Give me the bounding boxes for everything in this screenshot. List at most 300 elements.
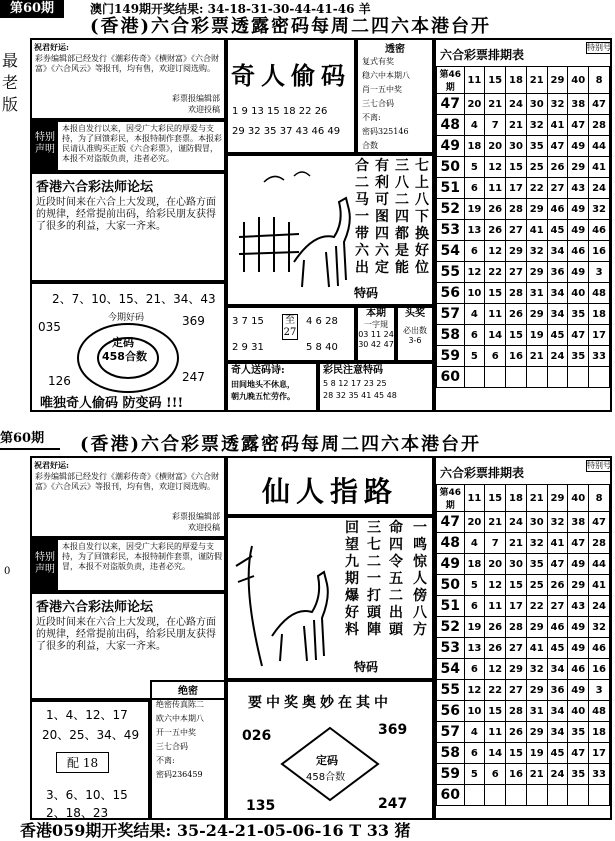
lower-right-num: 369 — [378, 722, 408, 738]
schedule-period: 57 — [437, 304, 465, 325]
schedule-cell: 24 — [547, 764, 568, 785]
schedule-cell: 49 — [568, 199, 589, 220]
schedule-cell: 10 — [464, 283, 485, 304]
schedule-cell: 27 — [506, 638, 527, 659]
tm-label: 特码 — [354, 286, 379, 300]
schedule-cell: 11 — [464, 67, 485, 94]
schedule-row — [437, 680, 610, 701]
head-label: 头奖 — [405, 308, 425, 319]
schedule-cell: 32 — [589, 199, 610, 220]
side-info-line-5: 不离: — [362, 113, 381, 122]
schedule-row — [437, 94, 610, 115]
schedule-row — [437, 785, 610, 806]
schedule-table-bottom — [434, 456, 612, 820]
issue-nums-1: 03 11 24 — [358, 330, 394, 339]
schedule-cell — [506, 367, 527, 388]
schedule-cell: 47 — [568, 325, 589, 346]
schedule-cell: 41 — [526, 638, 547, 659]
schedule-cell: 41 — [589, 157, 610, 178]
schedule-cell — [589, 367, 610, 388]
schedule-row — [437, 743, 610, 764]
lower-secret-line-3: 开一五中奖 — [156, 728, 196, 737]
schedule-cell: 47 — [568, 533, 589, 554]
schedule-cell: 11 — [485, 178, 506, 199]
lower-nums-1: 1、4、12、17 — [46, 708, 128, 722]
ring-center-value: 458合数 — [102, 350, 147, 363]
schedule-period: 48 — [437, 115, 465, 136]
schedule-cell: 4 — [464, 304, 485, 325]
schedule-cell: 43 — [568, 178, 589, 199]
schedule-cell: 13 — [464, 638, 485, 659]
schedule-cell: 15 — [506, 157, 527, 178]
lower-nums-3: 3、6、10、15 — [46, 788, 128, 802]
schedule-cell: 47 — [547, 554, 568, 575]
schedule-cell: 34 — [547, 659, 568, 680]
schedule-cell: 45 — [547, 743, 568, 764]
schedule-cell: 4 — [464, 115, 485, 136]
lower-notice-box — [30, 538, 226, 592]
schedule-cell: 47 — [568, 115, 589, 136]
schedule-grid-bottom — [436, 484, 610, 806]
schedule-cell: 17 — [589, 743, 610, 764]
schedule-cell: 29 — [526, 680, 547, 701]
schedule-cell: 34 — [547, 722, 568, 743]
schedule-cell: 29 — [526, 722, 547, 743]
code-mid: 至27 — [283, 315, 297, 338]
lower-notice-tag: 特别声明 — [32, 540, 58, 590]
schedule-cell: 24 — [506, 94, 527, 115]
schedule-cell: 6 — [464, 241, 485, 262]
schedule-cell: 36 — [547, 262, 568, 283]
schedule-period: 60 — [437, 367, 465, 388]
verse-col-1: 合二马一带六出 — [355, 158, 369, 276]
schedule-cell: 11 — [485, 304, 506, 325]
schedule-cell — [568, 367, 589, 388]
schedule-row — [437, 199, 610, 220]
lower-arc-box — [226, 680, 434, 820]
issue-note: 一字規 — [364, 320, 388, 329]
head-value: 3-6 — [408, 336, 422, 345]
notice-tag: 特别声明 — [32, 122, 58, 170]
lower-forum-title: 香港六合彩法师论坛 — [36, 600, 154, 615]
schedule-cell: 49 — [568, 554, 589, 575]
side-info-line-2: 稳六中本期八 — [362, 71, 410, 80]
issue-tag-bottom: 第60期 — [0, 430, 60, 450]
schedule-cell: 6 — [464, 743, 485, 764]
schedule-cell: 26 — [547, 575, 568, 596]
schedule-cell: 4 — [464, 722, 485, 743]
issue-nums-2: 30 42 47 — [358, 340, 394, 349]
schedule-cell: 32 — [526, 659, 547, 680]
schedule-cell: 30 — [506, 554, 527, 575]
schedule-cell: 15 — [506, 575, 527, 596]
schedule-cell: 31 — [526, 283, 547, 304]
schedule-cell: 21 — [485, 512, 506, 533]
note-nums-2: 28 32 35 41 45 48 — [323, 391, 397, 400]
schedule-period: 58 — [437, 743, 465, 764]
schedule-period: 54 — [437, 659, 465, 680]
schedule-cell: 26 — [485, 199, 506, 220]
lower-forum-text: 近段时间来在六合上大发现，在心路方面的规律，经常提前出码，给彩民朋友获得了很多的利益，大家一齐来。 — [36, 617, 216, 652]
ring-bottom-left: 126 — [48, 374, 71, 388]
schedule-cell: 36 — [547, 680, 568, 701]
issue-label: 本期 — [366, 308, 386, 319]
schedule-cell: 30 — [526, 512, 547, 533]
lower-secret-title: 绝密 — [178, 686, 198, 697]
schedule-cell: 3 — [589, 680, 610, 701]
schedule-cell: 16 — [506, 764, 527, 785]
schedule-grid — [436, 66, 610, 388]
lower-nums-4: 2、18、23 — [46, 806, 109, 820]
schedule-row — [437, 575, 610, 596]
schedule-cell — [464, 367, 485, 388]
schedule-period: 55 — [437, 262, 465, 283]
schedule-cell: 15 — [485, 283, 506, 304]
schedule-cell: 6 — [485, 764, 506, 785]
schedule-row — [437, 533, 610, 554]
schedule-cell — [526, 785, 547, 806]
lower-verse-col-2: 三七二一打頭陣 — [367, 520, 381, 638]
schedule-cell: 29 — [526, 199, 547, 220]
schedule-cell: 29 — [547, 67, 568, 94]
code-right-2: 5 8 40 — [306, 342, 338, 353]
code-left-1: 3 7 15 — [232, 316, 264, 327]
schedule-cell: 4 — [464, 533, 485, 554]
illustration-box — [226, 154, 434, 306]
results-line: 澳门149期开奖结果: 34-18-31-30-44-41-46 羊 — [90, 2, 371, 16]
schedule-row — [437, 346, 610, 367]
editor-note: 彩票报编辑部 — [172, 94, 220, 103]
schedule-cell: 21 — [506, 115, 527, 136]
schedule-cell: 49 — [568, 617, 589, 638]
schedule-cell: 29 — [506, 241, 527, 262]
schedule-cell: 40 — [568, 283, 589, 304]
side-info-line-1: 复式有奖 — [362, 57, 394, 66]
editor-note-2: 欢迎投稿 — [188, 105, 220, 114]
schedule-cell: 26 — [485, 617, 506, 638]
schedule-cell: 18 — [506, 485, 527, 512]
ring-left: 035 — [38, 320, 61, 334]
schedule-cell: 17 — [589, 325, 610, 346]
lower-secret-box — [150, 680, 226, 820]
schedule-cell: 13 — [464, 220, 485, 241]
schedule-cell: 33 — [589, 346, 610, 367]
verse-col-3: 三八二四都是能 — [395, 158, 409, 276]
schedule-cell: 35 — [568, 304, 589, 325]
schedule-cell — [568, 785, 589, 806]
schedule-period: 59 — [437, 764, 465, 785]
schedule-cell: 33 — [589, 764, 610, 785]
schedule-period: 54 — [437, 241, 465, 262]
schedule-cell: 19 — [526, 325, 547, 346]
schedule-cell: 28 — [506, 701, 527, 722]
schedule-cell: 18 — [589, 722, 610, 743]
note-title: 彩民注意特码 — [323, 365, 383, 376]
schedule-cell: 7 — [485, 533, 506, 554]
schedule-period: 第46期 — [437, 485, 465, 512]
notice-text: 本报自发行以来，因受广大彩民的厚爱与支持，为了回馈彩民，本报特制作套票。本报彩民请认准购买正版《六合彩票》，谨防假冒，本报不对盗版负责，违者必究。 — [62, 124, 222, 163]
schedule-cell: 19 — [464, 617, 485, 638]
schedule-cell — [485, 785, 506, 806]
schedule-cell — [589, 785, 610, 806]
schedule-cell: 20 — [485, 554, 506, 575]
schedule-cell: 45 — [547, 220, 568, 241]
ad-title: 祝君好运: — [34, 42, 69, 52]
schedule-cell: 31 — [526, 701, 547, 722]
ring-center-label: 定码 — [112, 336, 134, 349]
schedule-cell: 26 — [506, 304, 527, 325]
lower-center-label: 定码 — [316, 754, 338, 767]
schedule-cell: 5 — [464, 346, 485, 367]
schedule-cell: 12 — [464, 262, 485, 283]
schedule-cell: 28 — [589, 533, 610, 554]
schedule-cell: 29 — [526, 262, 547, 283]
lower-editor-note-2: 欢迎投稿 — [188, 523, 220, 532]
schedule-cell: 24 — [547, 346, 568, 367]
schedule-period: 56 — [437, 701, 465, 722]
schedule-cell: 34 — [547, 701, 568, 722]
schedule-title: 六合彩票排期表 — [440, 48, 525, 62]
schedule-cell: 32 — [526, 533, 547, 554]
schedule-cell — [526, 367, 547, 388]
schedule-cell: 22 — [485, 680, 506, 701]
lower-bottom-right: 247 — [378, 796, 408, 812]
schedule-cell: 28 — [506, 199, 527, 220]
schedule-row — [437, 115, 610, 136]
schedule-cell: 22 — [526, 178, 547, 199]
schedule-cell: 27 — [506, 220, 527, 241]
forum-text: 近段时间来在六合上大发现，在心路方面的规律，经常提前出码，给彩民朋友获得了很多的利益，大家一齐来。 — [36, 197, 216, 232]
note-nums-1: 5 8 12 17 23 25 — [323, 379, 387, 388]
schedule-cell: 40 — [568, 67, 589, 94]
schedule-cell: 27 — [506, 680, 527, 701]
schedule-cell: 46 — [589, 638, 610, 659]
schedule-cell: 3 — [589, 262, 610, 283]
schedule-cell: 25 — [526, 157, 547, 178]
head-box — [396, 306, 434, 362]
schedule-cell: 29 — [506, 659, 527, 680]
schedule-cell: 21 — [526, 346, 547, 367]
code-left-2: 2 9 31 — [232, 342, 264, 353]
schedule-cell: 34 — [547, 241, 568, 262]
schedule-row — [437, 283, 610, 304]
schedule-cell: 12 — [485, 575, 506, 596]
schedule-cell: 46 — [589, 220, 610, 241]
poem-title: 奇人送码诗: — [231, 365, 285, 376]
schedule-cell: 18 — [464, 136, 485, 157]
schedule-cell: 30 — [526, 94, 547, 115]
schedule-cell: 34 — [547, 304, 568, 325]
schedule-period: 47 — [437, 94, 465, 115]
schedule-cell: 10 — [464, 701, 485, 722]
lower-ad-box — [30, 456, 226, 538]
schedule-cell: 22 — [526, 596, 547, 617]
lower-secret-line-4: 三七合码 — [156, 742, 188, 751]
schedule-cell: 46 — [568, 659, 589, 680]
lower-verse-col-4: 一鸣惊人傍八方 — [413, 520, 427, 638]
title-box — [226, 38, 356, 154]
nums-line-2: 29 32 35 37 43 46 49 — [232, 126, 341, 137]
schedule-cell: 40 — [568, 701, 589, 722]
lower-verse-col-3: 命四令五二出頭 — [389, 520, 403, 638]
schedule-cell: 32 — [547, 512, 568, 533]
schedule-cell: 24 — [506, 512, 527, 533]
schedule-cell: 18 — [589, 304, 610, 325]
panel-title: 奇人偷码 — [231, 61, 351, 90]
schedule-table-top — [434, 38, 612, 412]
schedule-period: 60 — [437, 785, 465, 806]
schedule-period: 53 — [437, 638, 465, 659]
lower-tm-label: 特码 — [354, 660, 379, 674]
schedule-cell — [506, 785, 527, 806]
schedule-cell: 43 — [568, 596, 589, 617]
side-mark: 0 — [4, 566, 11, 577]
schedule-row — [437, 701, 610, 722]
header-line-top: (香港)六合彩票透露密码每周二四六本港台开 — [90, 16, 492, 37]
schedule-cell: 44 — [589, 554, 610, 575]
schedule-cell: 25 — [526, 575, 547, 596]
lower-center-value: 458合数 — [306, 772, 346, 783]
schedule-cell: 28 — [506, 283, 527, 304]
schedule-cell: 47 — [568, 743, 589, 764]
lower-notice-text: 本报自发行以来，因受广大彩民的厚爱与支持，为了回馈彩民，本报特制作套票，谨防假冒，本报不对盗版负责，违者必究。 — [62, 542, 222, 571]
poem-line-2: 朝九晚五忙劳作。 — [231, 391, 295, 401]
schedule-row — [437, 157, 610, 178]
schedule-cell: 11 — [464, 485, 485, 512]
schedule-cell: 47 — [589, 94, 610, 115]
schedule-cell: 17 — [506, 178, 527, 199]
schedule-cell: 5 — [464, 575, 485, 596]
schedule-cell: 26 — [547, 157, 568, 178]
schedule-cell: 21 — [526, 67, 547, 94]
schedule-row — [437, 638, 610, 659]
schedule-cell: 21 — [526, 764, 547, 785]
lower-deer-illustration — [232, 526, 342, 676]
schedule-cell: 11 — [485, 722, 506, 743]
note-box — [318, 362, 434, 412]
lower-secret-line-1: 绝密传真陈二 — [156, 700, 204, 709]
schedule-cell: 41 — [547, 115, 568, 136]
schedule-period: 55 — [437, 680, 465, 701]
slogan: 唯独奇人偷码 防变码 !!! — [40, 396, 184, 411]
nums-line-1: 1 9 13 15 18 22 26 — [232, 106, 328, 117]
schedule-cell: 14 — [485, 325, 506, 346]
ring-arc-text: 今期好码 — [108, 313, 145, 323]
schedule-cell: 38 — [568, 512, 589, 533]
schedule-period: 49 — [437, 136, 465, 157]
schedule-cell: 22 — [485, 262, 506, 283]
ring-right: 369 — [182, 314, 205, 328]
schedule-row — [437, 659, 610, 680]
schedule-period: 48 — [437, 533, 465, 554]
schedule-cell — [547, 785, 568, 806]
schedule-cell: 27 — [506, 262, 527, 283]
schedule-cell: 24 — [589, 596, 610, 617]
schedule-cell: 16 — [589, 659, 610, 680]
notice-box — [30, 120, 226, 172]
schedule-cell: 35 — [526, 554, 547, 575]
side-info-line-4: 三七合码 — [362, 99, 394, 108]
issue-tag-top: 第60期 — [0, 0, 64, 18]
schedule-cell: 41 — [589, 575, 610, 596]
schedule-cell: 35 — [568, 764, 589, 785]
schedule-cell: 14 — [485, 743, 506, 764]
schedule-cell: 47 — [589, 512, 610, 533]
schedule-period: 47 — [437, 512, 465, 533]
schedule-cell: 32 — [547, 94, 568, 115]
schedule-row — [437, 596, 610, 617]
ad-text: 彩券编辑部已经发行《潮彩传奇》《横财富》《六合财富》《六合风云》等报刊，均有售，欢迎订阅选购。 — [35, 54, 219, 73]
schedule-cell: 21 — [526, 485, 547, 512]
schedule-cell: 8 — [589, 67, 610, 94]
schedule-row — [437, 367, 610, 388]
schedule-cell: 15 — [506, 325, 527, 346]
schedule-row — [437, 262, 610, 283]
schedule-cell: 35 — [568, 346, 589, 367]
schedule-corner: 特别号 — [587, 43, 611, 52]
schedule-cell: 47 — [547, 136, 568, 157]
schedule-period: 49 — [437, 554, 465, 575]
schedule-cell: 15 — [485, 67, 506, 94]
schedule-cell: 20 — [464, 94, 485, 115]
issue-box — [356, 306, 396, 362]
schedule-cell: 28 — [506, 617, 527, 638]
schedule-cell — [485, 367, 506, 388]
schedule-cell: 32 — [526, 241, 547, 262]
schedule-cell: 5 — [464, 764, 485, 785]
schedule-cell: 21 — [485, 94, 506, 115]
schedule-cell: 46 — [568, 241, 589, 262]
schedule-row — [437, 764, 610, 785]
schedule-cell: 29 — [568, 157, 589, 178]
lower-title-box — [226, 456, 434, 516]
schedule-cell: 35 — [568, 722, 589, 743]
schedule-cell: 41 — [526, 220, 547, 241]
schedule-cell: 29 — [526, 617, 547, 638]
schedule-period: 50 — [437, 575, 465, 596]
schedule-period: 51 — [437, 596, 465, 617]
schedule-row — [437, 178, 610, 199]
schedule-cell: 44 — [589, 136, 610, 157]
schedule-period: 52 — [437, 617, 465, 638]
schedule-cell: 49 — [568, 136, 589, 157]
schedule-row — [437, 617, 610, 638]
schedule-row — [437, 67, 610, 94]
schedule-period: 57 — [437, 722, 465, 743]
schedule-cell: 46 — [547, 199, 568, 220]
verse-col-2: 有利可图四六定 — [375, 158, 389, 276]
lower-left-num: 026 — [242, 728, 272, 744]
forum-title: 香港六合彩法师论坛 — [36, 180, 154, 195]
schedule-cell: 24 — [589, 178, 610, 199]
schedule-cell: 12 — [485, 157, 506, 178]
poem-box — [226, 362, 318, 412]
deer-illustration — [234, 162, 364, 302]
ad-box — [30, 38, 226, 120]
schedule-cell: 45 — [547, 325, 568, 346]
schedule-cell: 45 — [547, 638, 568, 659]
schedule-period: 第46期 — [437, 67, 465, 94]
schedule-cell: 12 — [485, 241, 506, 262]
schedule-row — [437, 304, 610, 325]
lower-editor-note: 彩票报编辑部 — [172, 512, 220, 521]
schedule-cell: 21 — [506, 533, 527, 554]
schedule-cell: 32 — [526, 115, 547, 136]
ring-bottom-right: 247 — [182, 370, 205, 384]
schedule-cell: 49 — [568, 220, 589, 241]
schedule-cell — [464, 785, 485, 806]
schedule-cell: 49 — [568, 680, 589, 701]
